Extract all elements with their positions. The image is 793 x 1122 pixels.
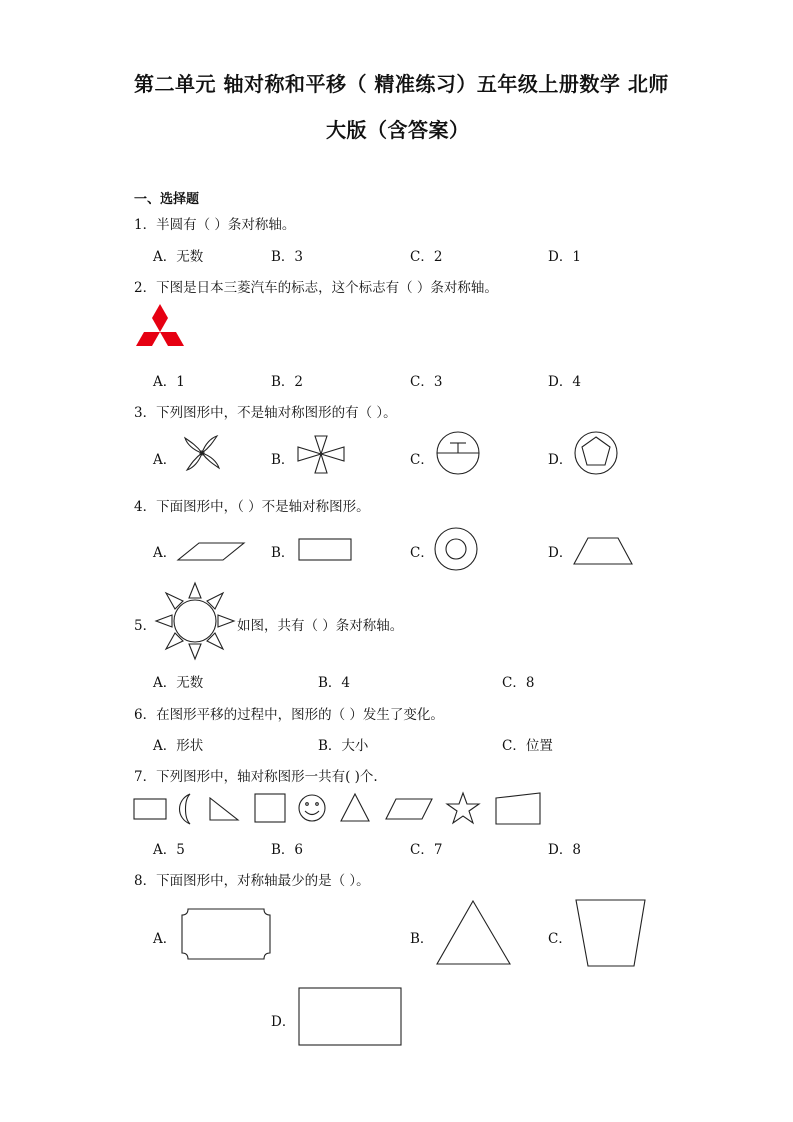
q6-option-b: B．大小 (318, 738, 369, 754)
pentagon-in-circle-figure (573, 430, 621, 478)
rectangle-shape (134, 799, 166, 819)
question-5-number: 5． (134, 618, 157, 634)
rectangle-figure (298, 538, 354, 562)
q6-option-c: C．位置 (502, 738, 553, 754)
q7-option-d: D．8 (548, 842, 581, 858)
q1-option-c: C．2 (410, 249, 443, 265)
q3-option-b: B． (271, 452, 295, 468)
q2-option-c: C．3 (410, 374, 443, 390)
sun-figure (153, 580, 237, 664)
question-8-stem: 8．下面图形中，对称轴最少的是（ ）。 (134, 873, 370, 889)
triangle-shape (341, 794, 369, 821)
q5-option-b: B．4 (318, 675, 351, 691)
q3-option-a: A． (153, 452, 177, 468)
equilateral-triangle-figure (435, 899, 515, 967)
q8-option-b: B． (410, 931, 434, 947)
isosceles-trapezoid-figure (574, 898, 648, 970)
parallelogram-shape (386, 799, 432, 819)
q7-option-b: B．6 (271, 842, 304, 858)
q8-option-c: C． (548, 931, 572, 947)
circle-with-symbol-figure (434, 430, 484, 478)
irregular-quadrilateral-shape (496, 793, 540, 824)
q3-option-d: D． (548, 452, 573, 468)
q2-option-a: A．1 (153, 374, 185, 390)
document-title-line2: 大版（含答案） (326, 118, 470, 142)
section-heading: 一、选择题 (134, 192, 200, 207)
shape-row-figure (132, 790, 544, 828)
q4-option-d: D． (548, 545, 573, 561)
q2-option-d: D．4 (548, 374, 581, 390)
q7-option-a: A．5 (153, 842, 185, 858)
q4-option-c: C． (410, 545, 434, 561)
q8-option-d: D． (271, 1014, 296, 1030)
question-6-stem: 6．在图形平移的过程中，图形的（ ）发生了变化。 (134, 707, 444, 723)
large-rectangle-figure (298, 986, 404, 1048)
q4-option-b: B． (271, 545, 295, 561)
trapezoid-figure (573, 537, 635, 567)
q2-option-b: B．2 (271, 374, 304, 390)
concentric-circles-figure (434, 527, 480, 573)
q1-option-d: D．1 (548, 249, 581, 265)
question-5-stem: 如图，共有（ ）条对称轴。 (237, 618, 404, 634)
q7-option-c: C．7 (410, 842, 443, 858)
bowtie-cross-figure (296, 434, 346, 476)
question-2-stem: 2．下图是日本三菱汽车的标志，这个标志有（ ）条对称轴。 (134, 280, 498, 296)
q5-option-c: C．8 (502, 675, 535, 691)
mitsubishi-logo-image (132, 303, 192, 357)
parallelogram-figure (177, 540, 247, 562)
pinwheel-figure (177, 430, 227, 476)
document-title-line1: 第二单元 轴对称和平移（ 精准练习）五年级上册数学 北师 (134, 72, 669, 96)
smiley-face-shape (299, 795, 325, 821)
q8-option-a: A． (153, 931, 177, 947)
notched-rectangle-figure (180, 907, 274, 963)
square-shape (255, 794, 285, 822)
question-3-stem: 3．下列图形中，不是轴对称图形的有（ ）。 (134, 405, 397, 421)
q5-option-a: A．无数 (153, 675, 204, 691)
question-4-stem: 4．下面图形中，（ ）不是轴对称图形。 (134, 499, 370, 515)
question-1-stem: 1．半圆有（ ）条对称轴。 (134, 217, 296, 233)
q1-option-b: B．3 (271, 249, 304, 265)
question-7-stem: 7．下列图形中，轴对称图形一共有( )个. (134, 769, 378, 785)
q4-option-a: A． (153, 545, 177, 561)
crescent-shape (180, 794, 191, 824)
q6-option-a: A．形状 (153, 738, 204, 754)
q3-option-c: C． (410, 452, 434, 468)
star-shape (447, 793, 479, 823)
q1-option-a: A．无数 (153, 249, 204, 265)
right-triangle-shape (210, 798, 238, 820)
